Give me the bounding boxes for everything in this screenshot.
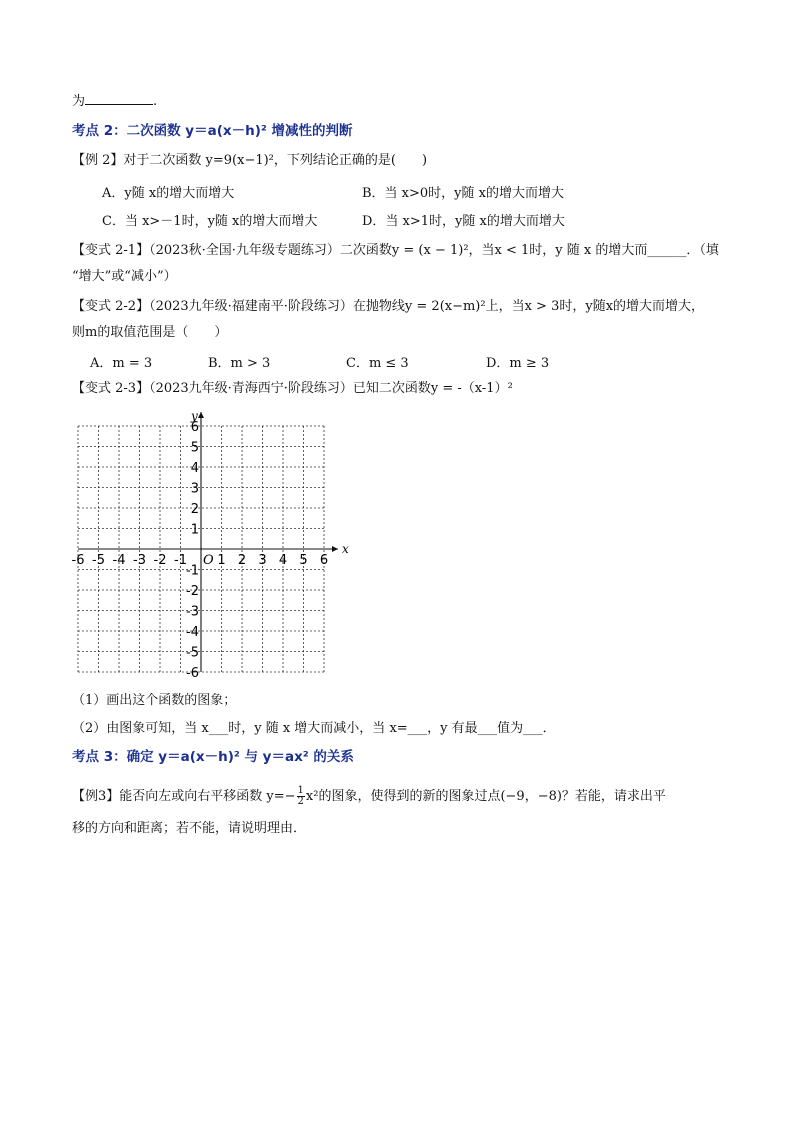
variant-2-3-part-1: （1）画出这个函数的图象； (72, 693, 237, 708)
tick-labels (72, 409, 349, 681)
x-axis-label: x (342, 542, 349, 556)
example-2-text: 对于二次函数 y=9(x−1)²，下列结论正确的是( ) (123, 153, 428, 168)
variant-2-1-line-1: 【变式 2-1】（2023秋·全国·九年级专题练习）二次函数y = (x − 1)²，当x < 1时，y 随 x 的增大而______．（填 (72, 243, 719, 258)
variant-2-1-line-2: “增大”或“减小”） (72, 269, 177, 284)
example-3-line-2: 移的方向和距离；若不能，请说明理由． (72, 821, 307, 836)
x-tick-label: 3 (258, 553, 267, 568)
variant-2-3-part-2: （2）由图象可知，当 x___时，y 随 x 增大而减小，当 x=___，y 有最___值为___． (72, 721, 556, 736)
answer-prefix: 为 (72, 94, 86, 109)
x-tick-label: -1 (174, 553, 187, 568)
example-3-text-before: 能否向左或向右平移函数 y=− (119, 789, 296, 804)
section-2-title: 考点 2：二次函数 y＝a(x－h)² 增减性的判断 (72, 123, 353, 139)
x-axis-arrow (332, 546, 338, 552)
fraction-numerator: 1 (297, 785, 304, 796)
x-tick-label: -4 (112, 553, 126, 568)
x-tick-label: -2 (153, 553, 167, 568)
x-tick-label: 4 (278, 553, 288, 568)
y-tick-label: -6 (186, 666, 199, 681)
example-2-tag: 【例 2】 (72, 153, 124, 168)
section-3-title: 考点 3：确定 y＝a(x－h)² 与 y＝ax² 的关系 (72, 749, 354, 765)
x-tick-label: -3 (133, 553, 146, 568)
y-tick-label: -5 (186, 645, 199, 661)
origin-label: O (203, 553, 214, 568)
y-tick-label: 6 (190, 420, 199, 435)
axes (78, 412, 338, 672)
example-3-fraction (297, 786, 305, 807)
example-3-tag: 【例3】 (72, 789, 120, 804)
example-3-text-after: x²的图象，使得到的新的图象过点(−9，−8)？若能，请求出平 (305, 789, 666, 804)
variant-2-2-option-b: B．m > 3 (208, 356, 271, 371)
coordinate-grid (71, 402, 364, 684)
example-2-option-c: C．当 x>－1时，y随 x的增大而增大 (102, 214, 318, 229)
fraction-denominator: 2 (297, 796, 304, 807)
y-tick-label: -2 (186, 584, 199, 599)
variant-2-2-option-c: C．m ≤ 3 (346, 356, 409, 371)
y-tick-label: 1 (190, 522, 199, 538)
variant-2-2-option-a: A．m = 3 (90, 356, 153, 371)
y-tick-label: 2 (190, 502, 199, 517)
example-2-option-b: B．当 x>0时，y随 x的增大而增大 (362, 186, 564, 201)
example-2-option-d: D．当 x>1时，y随 x的增大而增大 (362, 214, 565, 229)
x-tick-label: -5 (92, 553, 105, 568)
variant-2-2-option-d: D．m ≥ 3 (486, 356, 550, 371)
x-tick-label: 5 (299, 553, 308, 568)
y-tick-label: 3 (190, 481, 199, 497)
answer-line (72, 92, 157, 111)
variant-2-2-line-1: 【变式 2-2】（2023九年级·福建南平·阶段练习）在抛物线y = 2(x−m)²上，当x > 3时，y随x的增大而增大， (72, 299, 705, 314)
x-tick-label: 1 (217, 553, 226, 568)
example-2-question (72, 152, 427, 170)
y-axis-label: y (191, 409, 198, 423)
x-tick-label: 2 (237, 553, 247, 568)
answer-end: . (153, 94, 158, 109)
answer-blank (85, 92, 153, 105)
y-axis-arrow (198, 412, 204, 418)
y-tick-label: -1 (186, 563, 199, 579)
example-3-line-1 (72, 786, 666, 807)
x-tick-label: -6 (71, 553, 85, 568)
y-tick-label: 4 (190, 461, 199, 476)
x-tick-label: 6 (319, 553, 329, 568)
y-tick-label: 5 (190, 440, 199, 456)
y-tick-label: -4 (186, 625, 199, 640)
variant-2-3-line-1: 【变式 2-3】（2023九年级·青海西宁·阶段练习）已知二次函数y = -（x-1）² (72, 381, 513, 396)
variant-2-2-line-2: 则m的取值范围是（ ） (72, 325, 228, 340)
y-tick-label: -3 (186, 604, 199, 620)
example-2-option-a: A．y随 x的增大而增大 (102, 186, 235, 201)
